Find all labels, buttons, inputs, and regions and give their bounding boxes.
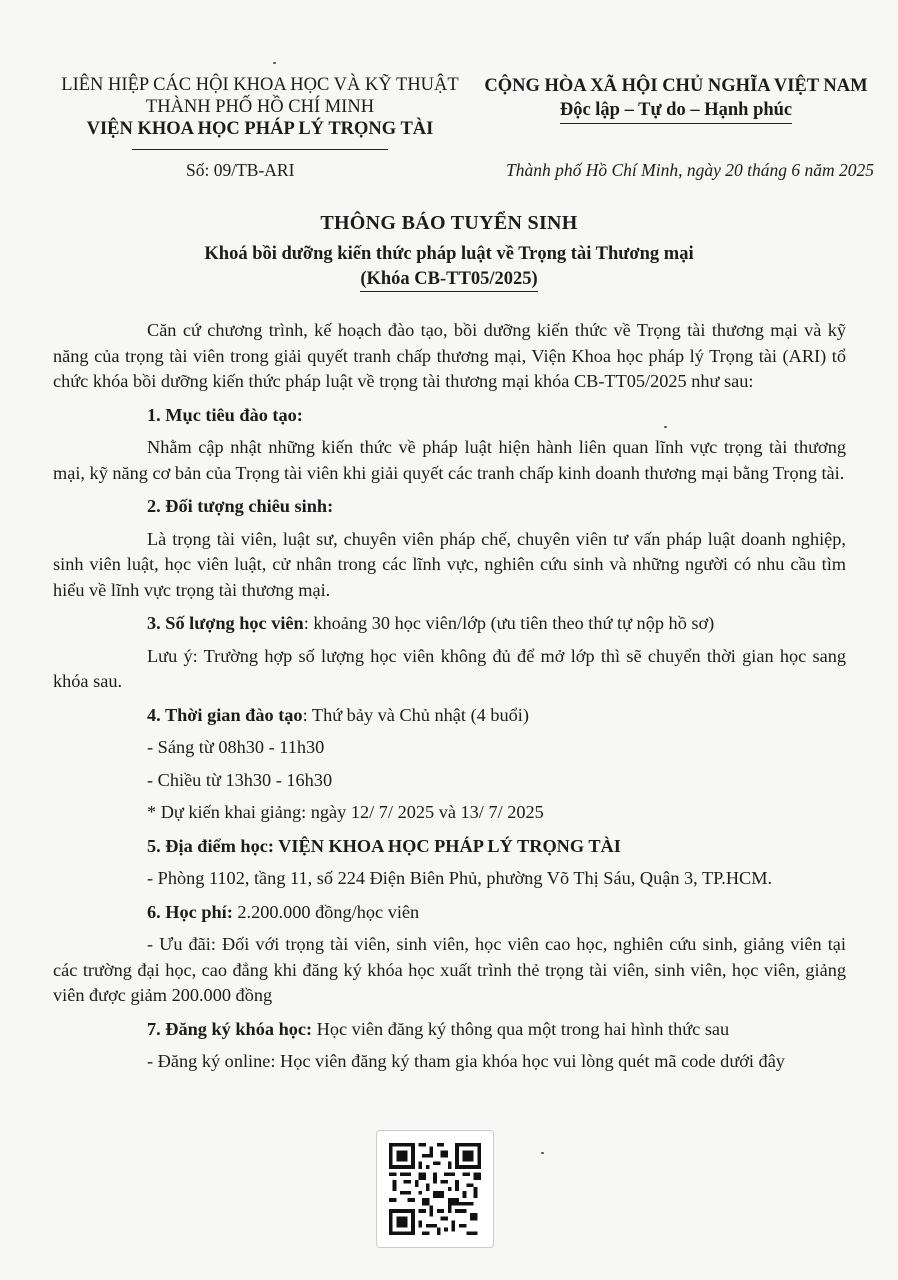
section-4-text: : Thứ bảy và Chủ nhật (4 buổi) xyxy=(302,704,529,725)
qr-code-icon xyxy=(389,1143,481,1235)
issuer-name: VIỆN KHOA HỌC PHÁP LÝ TRỌNG TÀI xyxy=(86,119,434,139)
issuer-city: THÀNH PHỐ HỒ CHÍ MINH xyxy=(145,97,375,117)
scan-speck xyxy=(664,426,667,428)
section-1-text: Nhằm cập nhật những kiến thức về pháp luật hiện hành liên quan lĩnh vực trọng tài thương mại, kỹ năng cơ bản của Trọng tài viên khi giải quyết các tranh chấp kinh doanh thương mại bằng Trọng tài. xyxy=(53,437,846,483)
title-block xyxy=(0,210,898,292)
scan-speck xyxy=(541,1152,544,1154)
issuer-parent-org: LIÊN HIỆP CÁC HỘI KHOA HỌC VÀ KỸ THUẬT xyxy=(61,75,459,95)
document-number: Số: 09/TB-ARI xyxy=(186,160,295,180)
section-4-morning: - Sáng từ 08h30 - 11h30 xyxy=(147,737,325,757)
registration-qr-code[interactable] xyxy=(376,1130,494,1248)
intro-paragraph: Căn cứ chương trình, kế hoạch đào tạo, bồi dưỡng kiến thức về Trọng tài thương mại và kỹ năng của trọng tài viên trong giải quyết tranh chấp thương mại, Viện Khoa học pháp lý Trọng tài (ARI) tổ chức khóa bồi dưỡng kiến thức pháp luật về trọng tài thương mại khóa CB-TT05/2025 như sau: xyxy=(53,320,846,391)
section-7-text: Học viên đăng ký thông qua một trong hai hình thức sau xyxy=(316,1018,730,1039)
section-7-heading: 7. Đăng ký khóa học: xyxy=(147,1018,313,1039)
section-5-address: - Phòng 1102, tầng 11, số 224 Điện Biên Phủ, phường Võ Thị Sáu, Quận 3, TP.HCM. xyxy=(147,868,773,888)
course-code: (Khóa CB-TT05/2025) xyxy=(360,267,537,292)
section-7-line xyxy=(53,1017,846,1043)
national-motto: Độc lập – Tự do – Hạnh phúc xyxy=(560,98,792,124)
section-3-line xyxy=(53,611,846,637)
document-body xyxy=(53,318,846,1075)
section-6-discount: - Ưu đãi: Đối với trọng tài viên, sinh viên, học viên cao học, nghiên cứu sinh, giảng viên tại các trường đại học, cao đẳng khi đăng ký khóa học xuất trình thẻ trọng tài viên, sinh viên, học viên, giảng viên được giảm 200.000 đồng xyxy=(53,934,846,1005)
section-2-text: Là trọng tài viên, luật sư, chuyên viên pháp chế, chuyên viên tư vấn pháp luật doanh nghiệp, sinh viên luật, học viên luật, cử nhân trong các lĩnh vực, nghiên cứu sinh và những người có nhu cầu tìm hiểu về lĩnh vực trọng tài thương mại. xyxy=(53,528,846,600)
section-4-heading: 4. Thời gian đào tạo xyxy=(147,704,303,725)
section-7-online: - Đăng ký online: Học viên đăng ký tham gia khóa học vui lòng quét mã code dưới đây xyxy=(147,1051,785,1071)
section-3-text: : khoảng 30 học viên/lớp (ưu tiên theo thứ tự nộp hồ sơ) xyxy=(303,613,715,633)
issuer-underline xyxy=(132,149,388,150)
issuer-header xyxy=(40,74,480,150)
national-title: CỘNG HÒA XÃ HỘI CHỦ NGHĨA VIỆT NAM xyxy=(484,76,868,96)
section-4-opening: * Dự kiến khai giảng: ngày 12/ 7/ 2025 và 13/ 7/ 2025 xyxy=(147,802,544,822)
section-6-line xyxy=(53,900,846,926)
section-2-heading: 2. Đối tượng chiêu sinh: xyxy=(147,496,334,516)
national-header xyxy=(466,74,886,124)
section-1-heading: 1. Mục tiêu đào tạo: xyxy=(147,404,303,425)
document-title: THÔNG BÁO TUYỂN SINH xyxy=(320,212,578,234)
section-4-line xyxy=(53,703,846,729)
section-6-heading: 6. Học phí: xyxy=(147,901,233,922)
section-5-heading: 5. Địa điểm học: VIỆN KHOA HỌC PHÁP LÝ TRỌNG TÀI xyxy=(147,835,621,856)
section-4-afternoon: - Chiều từ 13h30 - 16h30 xyxy=(147,769,333,790)
document-date: Thành phố Hồ Chí Minh, ngày 20 tháng 6 năm 2025 xyxy=(506,160,874,180)
section-3-heading: 3. Số lượng học viên xyxy=(147,613,304,633)
section-6-text: 2.200.000 đồng/học viên xyxy=(237,901,420,922)
section-3-note: Lưu ý: Trường hợp số lượng học viên không đủ để mở lớp thì sẽ chuyển thời gian học sang khóa sau. xyxy=(53,645,846,691)
document-subtitle: Khoá bồi dưỡng kiến thức pháp luật về Trọng tài Thương mại xyxy=(204,244,694,264)
scan-speck xyxy=(273,62,276,64)
